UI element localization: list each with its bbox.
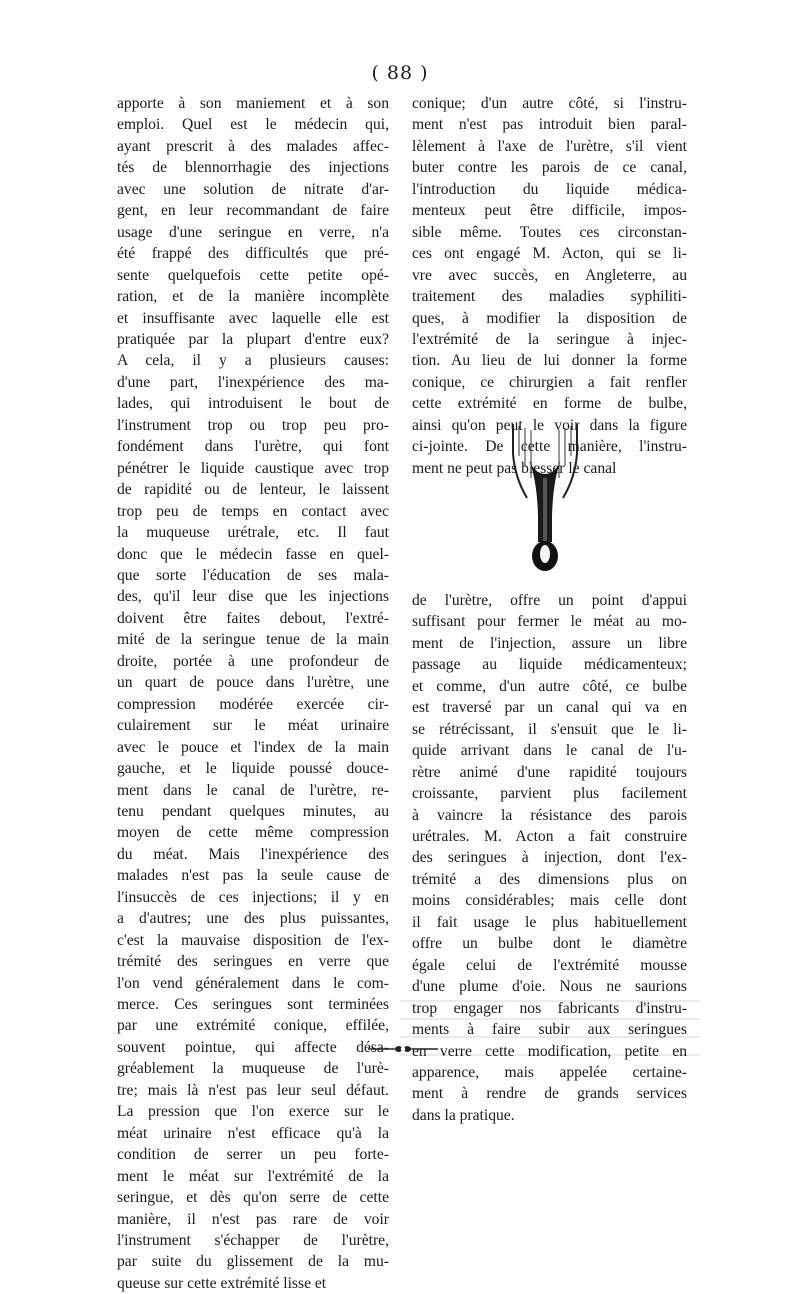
text-line: avec une solution de nitrate d'ar- — [117, 180, 389, 198]
text-line: par une extrémité conique, effilée, — [117, 1017, 389, 1035]
tail-piece-ornament — [368, 1042, 438, 1056]
text-line: mité de la seringue tenue de la main — [117, 631, 389, 649]
text-line: et comme, d'un autre côté, ce bulbe — [412, 677, 687, 695]
text-line: quide arrivant dans le canal de l'u- — [412, 742, 687, 760]
text-line: ci-jointe. De cette manière, l'instru- — [412, 438, 687, 456]
text-line: donc que le médecin fasse en quel- — [117, 545, 389, 563]
text-line: emploi. Quel est le médecin qui, — [117, 116, 389, 134]
text-line: malades n'est pas la seule cause de — [117, 867, 389, 885]
text-line: ment de l'injection, assure un libre — [412, 634, 687, 652]
text-line: de rapidité ou de lenteur, le laissent — [117, 481, 389, 499]
text-line: se rétrécissant, il s'ensuit que le li- — [412, 720, 687, 738]
text-line: l'instrument trop ou trop peu pro- — [117, 416, 389, 434]
text-line: sente quelquefois cette petite opé- — [117, 266, 389, 284]
text-line: à vaincre la résistance des parois — [412, 806, 687, 824]
text-line: A cela, il y a plusieurs causes: — [117, 352, 389, 370]
text-line: souvent pointue, qui affecte désa- — [117, 1038, 389, 1056]
text-line: seringue, et dès qu'on serre de cette — [117, 1189, 389, 1207]
text-line: apporte à son maniement et à son — [117, 95, 389, 112]
text-line: fondément dans l'urètre, qui font — [117, 438, 389, 456]
text-line: lèlement à l'axe de l'urètre, s'il vient — [412, 137, 687, 155]
text-line: ment ne peut pas blesser le canal — [412, 459, 617, 477]
text-line: tre; mais là n'est pas leur seul défaut. — [117, 1081, 389, 1099]
text-line: queuse sur cette extrémité lisse et — [117, 1274, 327, 1292]
text-line: ment dans le canal de l'urètre, re- — [117, 781, 389, 799]
text-line: trop peu de temps en contact avec — [117, 502, 389, 520]
text-line: gent, en leur recommandant de faire — [117, 202, 389, 220]
text-line: que sorte l'éducation de ses mala- — [117, 566, 389, 584]
text-line: ces ont engagé M. Acton, qui se li- — [412, 245, 687, 263]
text-line: doivent être faites debout, l'extré- — [117, 609, 389, 627]
text-line: ration, et de la manière incomplète — [117, 288, 389, 306]
text-line: trop engager nos fabricants d'instru- — [412, 999, 687, 1017]
text-line: La pression que l'on exerce sur le — [117, 1103, 389, 1121]
text-line: sible même. Toutes ces circonstan- — [412, 223, 687, 241]
text-line: il fait usage le plus habituellement — [412, 913, 687, 931]
text-line: ments à faire subir aux seringues — [412, 1021, 687, 1039]
text-line: l'insuccès de ces injections; il y en — [117, 888, 389, 906]
syringe-bulb-tip-illustration — [505, 420, 585, 580]
text-line: usage d'une seringue en verre, n'a — [117, 223, 389, 241]
text-line: trémité a des dimensions plus on — [412, 870, 687, 888]
text-line: l'instrument s'échapper de l'urètre, — [117, 1232, 389, 1250]
text-line: droite, portée à une profondeur de — [117, 652, 389, 670]
text-line: conique; d'un autre côté, si l'instru- — [412, 95, 687, 112]
text-line: des seringues à injection, dont l'ex- — [412, 849, 687, 867]
text-line: gréablement la muqueuse de l'urè- — [117, 1060, 389, 1078]
text-line: pénétrer le liquide caustique avec trop — [117, 459, 389, 477]
text-line: suffisant pour fermer le méat au mo- — [412, 613, 687, 631]
text-line: traitement des maladies syphiliti- — [412, 288, 687, 306]
text-line: merce. Ces seringues sont terminées — [117, 996, 389, 1014]
text-line: manière, il n'est pas rare de voir — [117, 1210, 389, 1228]
text-line: menteux peut être difficile, impos- — [412, 202, 687, 220]
text-line: ment à rendre de grands services — [412, 1085, 687, 1103]
text-line: compression modérée exercée cir- — [117, 695, 389, 713]
text-line: par suite du glissement de la mu- — [117, 1253, 389, 1271]
text-line: tenu pendant quelques minutes, au — [117, 802, 389, 820]
text-line: conique, ce chirurgien a fait renfler — [412, 373, 687, 391]
text-line: offre un bulbe dont le diamètre — [412, 935, 687, 953]
text-line: gauche, et le liquide poussé douce- — [117, 760, 389, 778]
text-line: ques, à modifier la disposition de — [412, 309, 687, 327]
text-line: trémité des seringues en verre que — [117, 953, 389, 971]
text-line: égale celui de l'extrémité mousse — [412, 956, 687, 974]
text-line: l'extrémité de la seringue à injec- — [412, 330, 687, 348]
text-line: dans la pratique. — [412, 1106, 515, 1124]
text-line: d'une plume d'oie. Nous ne saurions — [412, 978, 687, 996]
text-line: un quart de pouce dans l'urètre, une — [117, 674, 389, 692]
text-line: culairement sur le méat urinaire — [117, 717, 389, 735]
text-line: lades, qui introduisent le bout de — [117, 395, 389, 413]
text-line: croissante, parvient plus facilement — [412, 785, 687, 803]
text-line: apparence, mais appelée certaine- — [412, 1063, 687, 1081]
text-line: ainsi qu'on peut le voir dans la figure — [412, 416, 687, 434]
text-line: ment le méat sur l'extrémité de la — [117, 1167, 389, 1185]
text-line: est traversé par un canal qui va en — [412, 699, 687, 717]
text-line: buter contre les parois de ce canal, — [412, 159, 687, 177]
text-line: l'introduction du liquide médica- — [412, 180, 687, 198]
text-line: rètre animé d'une rapidité toujours — [412, 763, 687, 781]
text-line: pratiquée par la plupart d'entre eux? — [117, 330, 389, 348]
text-line: passage au liquide médicamenteux; — [412, 656, 687, 674]
text-line: des, qu'il leur dise que les injections — [117, 588, 389, 606]
text-line: été frappé des difficultés que pré- — [117, 245, 389, 263]
left-text-column — [117, 93, 389, 1294]
text-line: tion. Au lieu de lui donner la forme — [412, 352, 687, 370]
text-line: tés de blennorrhagie des injections — [117, 159, 389, 177]
text-line: et insuffisante avec laquelle elle est — [117, 309, 389, 327]
text-line: moins considérables; mais celle dont — [412, 892, 687, 910]
text-line: ment n'est pas introduit bien paral- — [412, 116, 687, 134]
page-number: ( 88 ) — [371, 62, 429, 84]
text-line: cette extrémité en forme de bulbe, — [412, 395, 687, 413]
text-line: d'une part, l'inexpérience des ma- — [117, 373, 389, 391]
text-line: la muqueuse urétrale, etc. Il faut — [117, 524, 389, 542]
text-line: c'est la mauvaise disposition de l'ex- — [117, 931, 389, 949]
text-line: moyen de cette même compression — [117, 824, 389, 842]
text-line: vre avec succès, en Angleterre, au — [412, 266, 687, 284]
text-line: méat urinaire n'est efficace qu'à la — [117, 1124, 389, 1142]
text-line: avec le pouce et l'index de la main — [117, 738, 389, 756]
text-line: du méat. Mais l'inexpérience des — [117, 845, 389, 863]
bleed-through-text — [400, 1000, 700, 1060]
text-line: ayant prescrit à des malades affec- — [117, 137, 389, 155]
text-line: de l'urètre, offre un point d'appui — [412, 592, 687, 609]
text-line: a d'autres; une des plus puissantes, — [117, 910, 389, 928]
text-line: urétrales. M. Acton a fait construire — [412, 827, 687, 845]
text-line: en verre cette modification, petite en — [412, 1042, 687, 1060]
text-line: l'on vend généralement dans le com- — [117, 974, 389, 992]
text-line: condition de serrer un peu forte- — [117, 1146, 389, 1164]
